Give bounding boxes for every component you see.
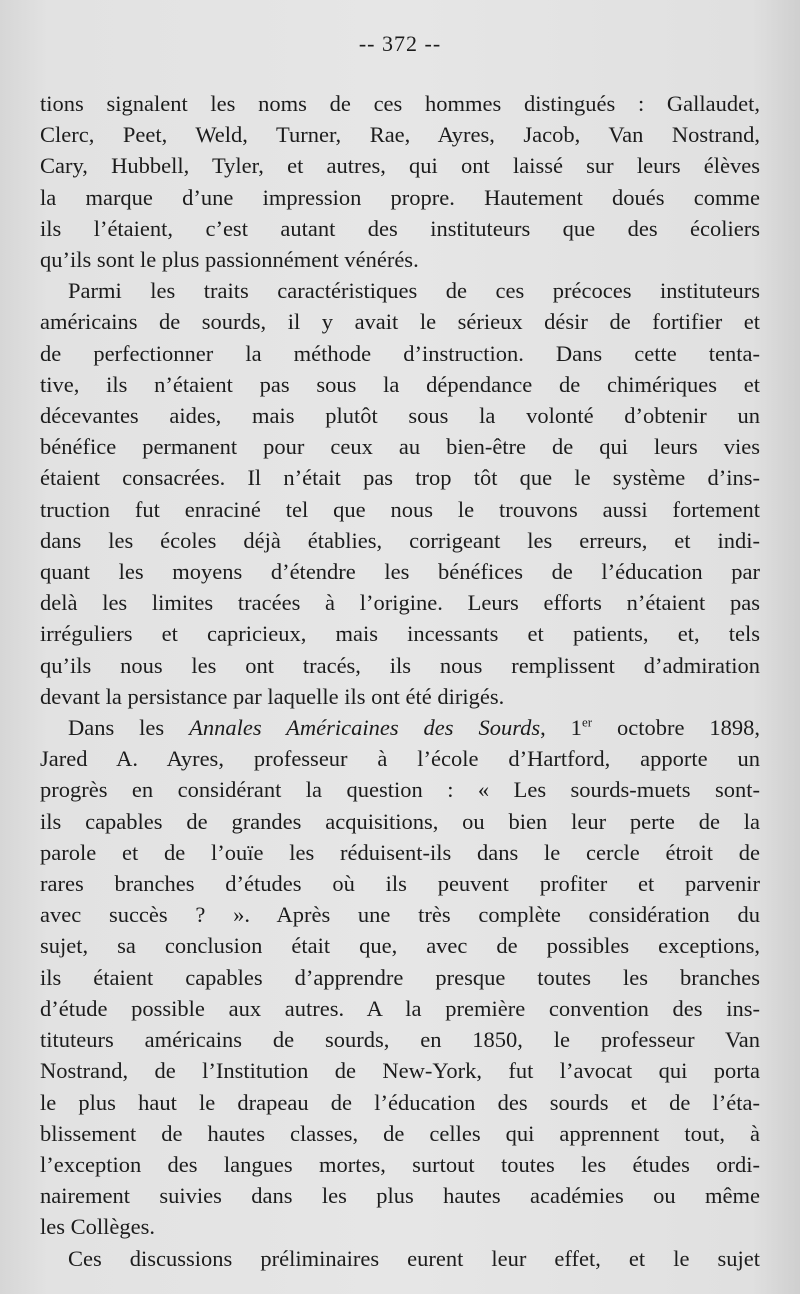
text-line: quant les moyens d’étendre les bénéfices de l’éducation par [40,559,760,585]
text-line: tions signalent les noms de ces hommes distingués : Gallaudet, [40,91,760,116]
text-line: irréguliers et capricieux, mais incessants et patients, et, tels [40,621,760,647]
journal-title: Annales Américaines des Sourds [189,715,541,741]
text-line: avec succès ? ». Après une très complète considération du [40,902,760,928]
text-line: américains de sourds, il y avait le sérieux désir de fortifier et [40,309,760,335]
text-line: rares branches d’études où ils peuvent profiter et parvenir [40,871,760,897]
text-line: ils l’étaient, c’est autant des instituteurs que des écoliers [40,215,760,241]
text-line: ils capables de grandes acquisitions, ou bien leur perte de la [40,808,760,834]
text-line: étaient consacrées. Il n’était pas trop tôt que le système d’ins- [40,465,760,491]
ordinal-superscript: er [581,714,593,730]
text-line: tive, ils n’étaient pas sous la dépendance de chimériques et [40,371,760,397]
text-line: devant la persistance par laquelle ils ont été dirigés. [40,683,505,709]
text-line: ils étaient capables d’apprendre presque toutes les branches [40,964,760,990]
text-run: octobre 1898, [592,715,761,741]
page-number: -- 372 -- [358,31,442,56]
text-line: tituteurs américains de sourds, en 1850, le professeur Van [40,1027,760,1053]
text-line [40,712,760,743]
text-run: Dans les [68,715,190,741]
text-line: Clerc, Peet, Weld, Turner, Rae, Ayres, Jacob, Van Nostrand, [40,122,760,148]
text-line: décevantes aides, mais plutôt sous la volonté d’obtenir un [40,403,760,429]
text-line: sujet, sa conclusion était que, avec de possibles exceptions, [40,933,760,959]
text-line: progrès en considérant la question : « Les sourds-muets sont- [40,777,760,803]
text-line: nairement suivies dans les plus hautes académies ou même [40,1183,760,1209]
text-line: Nostrand, de l’Institution de New-York, fut l’avocat qui porta [40,1058,760,1084]
text-line: qu’ils nous les ont tracés, ils nous remplissent d’admiration [40,652,760,678]
text-line: l’exception des langues mortes, surtout toutes les études ordi- [40,1151,760,1177]
text-run: , 1 [540,715,582,741]
text-line: Cary, Hubbell, Tyler, et autres, qui ont laissé sur leurs élèves [40,153,760,179]
text-line: le plus haut le drapeau de l’éducation des sourds et de l’éta- [40,1089,760,1115]
text-line: les Collèges. [40,1214,155,1240]
text-line: qu’ils sont le plus passionnément vénérés. [40,247,419,273]
paragraph-2 [40,275,760,712]
text-line: d’étude possible aux autres. A la première convention des ins- [40,995,760,1021]
text-line: de perfectionner la méthode d’instruction. Dans cette tenta- [40,340,760,366]
text-line: Ces discussions préliminaires eurent leur effet, et le sujet [68,1245,760,1271]
text-line: truction fut enraciné tel que nous le trouvons aussi fortement [40,496,760,522]
text-line: delà les limites tracées à l’origine. Leurs efforts n’étaient pas [40,590,760,616]
body-text [40,88,760,1274]
text-line: bénéfice permanent pour ceux au bien-être de qui leurs vies [40,434,760,460]
text-line: la marque d’une impression propre. Hautement doués comme [40,184,760,210]
paragraph-1 [40,88,760,275]
paragraph-3 [40,712,760,1242]
text-line: blissement de hautes classes, de celles qui apprennent tout, à [40,1120,760,1146]
text-line: parole et de l’ouïe les réduisent-ils dans le cercle étroit de [40,839,760,865]
paragraph-4 [40,1243,760,1274]
text-line: Parmi les traits caractéristiques de ces précoces instituteurs [68,278,760,304]
text-line: dans les écoles déjà établies, corrigeant les erreurs, et indi- [40,527,760,553]
text-line: Jared A. Ayres, professeur à l’école d’Hartford, apporte un [40,746,760,772]
